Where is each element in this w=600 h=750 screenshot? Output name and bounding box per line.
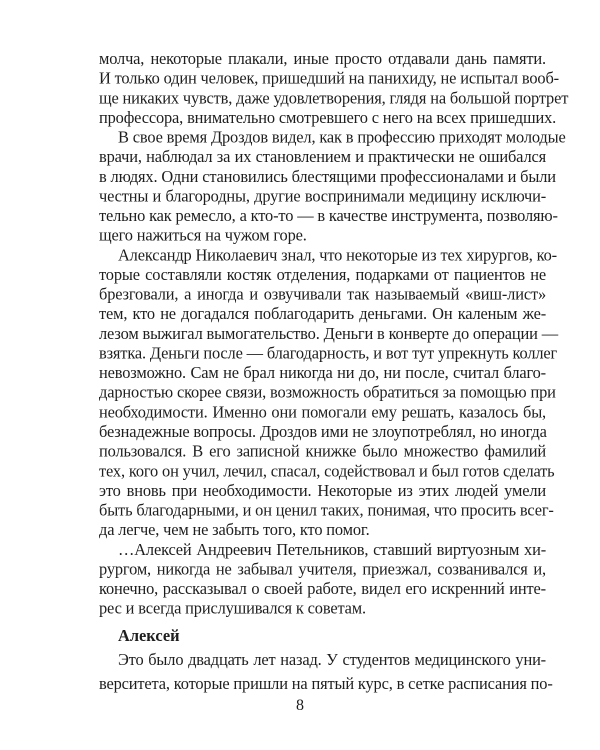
text-line: дарностью скорее связи, возможность обратиться за помощью при [99, 382, 556, 402]
section-heading: Алексей [118, 626, 180, 645]
text-line: взятка. Деньги после — благодарность, и вот тут упрекнуть коллег [99, 343, 558, 363]
text-line: тех, кого он учил, лечил, спасал, содействовал и был готов сделать [99, 461, 555, 481]
text-line: торые составляли костяк отделения, подарками от пациентов не [99, 264, 546, 284]
text-line: И только один человек, пришедший на панихиду, не испытал вооб- [99, 68, 559, 88]
text-line: Это было двадцать лет назад. У студентов медицинского уни- [118, 650, 546, 669]
text-line: рес и всегда прислушивался к советам. [99, 598, 366, 618]
text-line: молча, некоторые плакали, иные просто отдавали дань памяти. [99, 49, 546, 69]
text-line: лезом выжигал вымогательство. Деньги в конверте до операции — [99, 323, 558, 343]
text-line: пользовался. В его записной книжке было множество фамилий [99, 441, 546, 461]
text-line: да легче, чем не забыть того, кто помог. [99, 520, 370, 540]
text-line: необходимости. Именно они помогали ему решать, казалось бы, [99, 402, 546, 422]
text-line: щего нажиться на чужом горе. [99, 225, 307, 245]
text-line: невозможно. Сам не брал никогда ни до, ни после, считал благо- [99, 363, 546, 383]
text-line: честны и благородны, другие воспринимали медицину исключи- [99, 186, 546, 206]
text-line: конечно, рассказывал о своей работе, видел его искренний инте- [99, 579, 546, 599]
text-line: рургом, никогда не забывал учителя, приезжал, созванивался и, [99, 559, 546, 579]
page-number: 8 [296, 697, 304, 714]
text-line: быть благодарными, и он ценил таких, понимая, что просить всег- [99, 500, 554, 520]
text-line: безнадежные вопросы. Дроздов ими не злоупотреблял, но иногда [99, 422, 547, 442]
text-line: брезговали, а иногда и озвучивали так называемый «виш-лист» [99, 284, 546, 304]
text-line: тельно как ремесло, а кто-то — в качестве инструмента, позволяю- [99, 206, 558, 226]
text-line: профессора, внимательно смотревшего с него на всех пришедших. [99, 107, 557, 127]
text-line: …Алексей Андреевич Петельников, ставший виртуозным хи- [118, 539, 546, 559]
text-line: это вновь при необходимости. Некоторые из этих людей умели [99, 480, 546, 500]
text-line: Александр Николаевич знал, что некоторые из тех хирургов, ко- [118, 245, 557, 265]
text-line: В свое время Дроздов видел, как в профессию приходят молодые [118, 127, 566, 147]
text-line: ще никаких чувств, даже удовлетворения, глядя на большой портрет [99, 88, 569, 108]
text-line: врачи, наблюдал за их становлением и практически не ошибался [99, 147, 546, 167]
text-line: тем, кто не догадался поблагодарить деньгами. Он каленым же- [99, 304, 546, 324]
text-line: верситета, которые пришли на пятый курс, в сетке расписания по- [99, 674, 553, 693]
text-line: в людях. Одни становились блестящими профессионалами и были [99, 166, 556, 186]
